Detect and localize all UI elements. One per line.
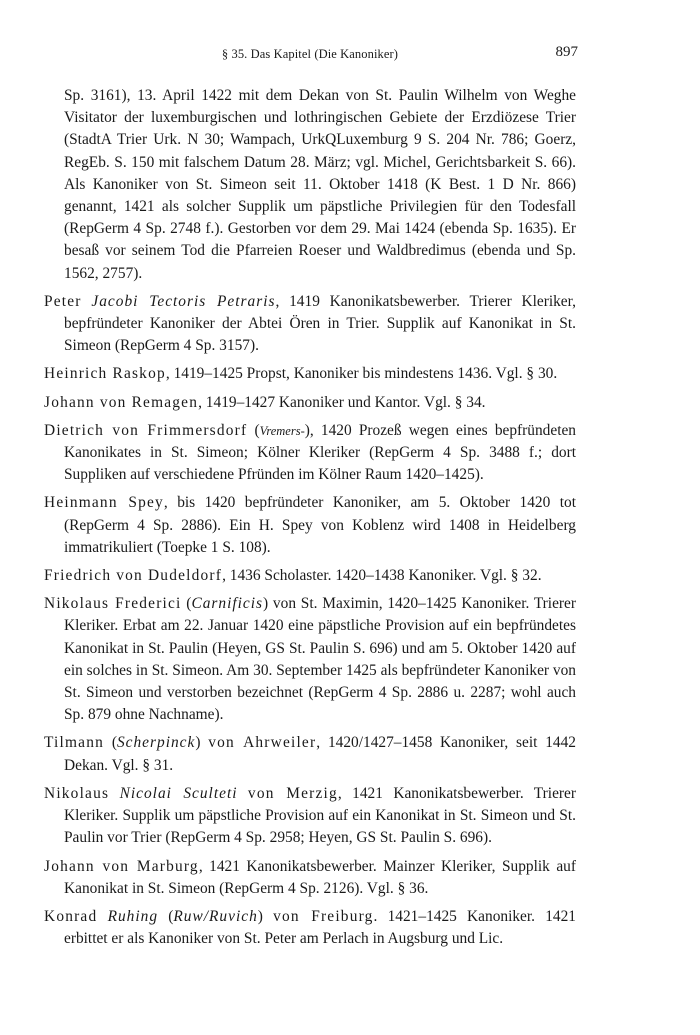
entry-name: Nikolaus Frederici [44,595,182,613]
entry-text: Sp. 3161), 13. April 1422 mit dem Dekan von St. Paulin Wilhelm von Weghe Visitator der luxemburgischen und lothringischen Gebiete der Erzdiözese Trier (StadtA Trier Urk. N 30; Wampach, UrkQLuxemburg 9 S. 204 Nr. 786; Goerz, RegEb. S. 150 mit falschem Datum 28. März; vgl. Michel, Gerichtsbarkeit S. 66). Als Kanoniker von St. Simeon seit 11. Oktober 1418 (K Best. 1 D Nr. 866) genannt, 1421 als solcher Supplik um päpstliche Privilegien für den Todesfall (RepGerm 4 Sp. 2748 f.). Gestorben vor dem 29. Mai 1424 (ebenda Sp. 1635). Er besaß vor seinem Tod die Pfarreien Roeser und Waldbredimus (ebenda und Sp. 1562, 2757). [64,87,576,282]
entry-text: . 1421–1425 Kanoniker. 1421 erbittet er als Kanoniker von St. Peter am Perlach in Augsburg und Lic. [64,907,576,948]
entry-text [238,785,248,802]
entry-emphasis: Scherpinck [116,734,196,752]
page-body [44,85,576,950]
entry-text: ( [158,907,174,925]
entry-name: Konrad [44,907,98,925]
entry-dietrich-frimmersdorf [44,420,576,487]
entry-text: ( [181,595,192,613]
entry-text: , 1436 Scholaster. 1420–1438 Kanoniker. Vgl. § 32. [222,567,542,585]
entry-name: Tilmann [44,734,105,752]
entry-emphasis: Vremers- [259,423,305,438]
entry-name: Nikolaus [44,784,110,802]
entry-text: , 1419 Kanonikatsbewerber. Trierer Kleriker, bepfründeter Kanoniker der Abtei Ören in Trier. Supplik auf Kanonikat in St. Simeon (RepGerm 4 Sp. 3157). [64,292,576,355]
entry-text: ) [195,734,209,752]
entry-text: ( [104,734,117,752]
entry-text [82,293,92,310]
page-header [44,44,576,66]
entry-tilmann-scherpinck [44,732,576,776]
entry-text: , 1419–1427 Kanoniker und Kantor. Vgl. § 34. [198,393,486,411]
entry-emphasis: Carnificis [191,595,264,613]
entry-text: , bis 1420 bepfründeter Kanoniker, am 5. Oktober 1420 tot (RepGerm 4 Sp. 2886). Ein H. Spey von Koblenz wird 1408 in Heidelberg immatrikuliert (Toepke 1 S. 108). [64,494,576,556]
entry-name: Heinrich Raskop [44,365,166,383]
entry-name: Dietrich von Frimmersdorf [44,421,248,439]
entry-emphasis: Ruhing [107,907,159,925]
entry-name: von Freiburg [273,907,374,925]
entry-text: ) [257,907,274,925]
entry-nikolaus-nicolai [44,783,576,850]
entry-text [109,785,119,802]
entry-emphasis: Nicolai Sculteti [119,784,238,802]
entry-nikolaus-frederici [44,593,576,726]
entry-emphasis: Ruw/Ruvich [173,907,258,925]
entry-text: , 1421 Kanonikatsbewerber. Mainzer Kleriker, Supplik auf Kanonikat in St. Simeon (RepGerm 4 Sp. 2126). Vgl. § 36. [64,857,576,897]
entry-emphasis: Jacobi Tectoris Petraris [91,292,276,310]
entry-text [97,908,107,925]
entry-text: ( [247,421,260,439]
entry-johann-remagen [44,392,576,414]
entry-heinrich-raskop [44,363,576,385]
entry-text: , 1419–1425 Propst, Kanoniker bis mindestens 1436. Vgl. § 30. [165,365,558,383]
entry-name: Johann von Marburg [44,857,199,875]
entry-friedrich-dudeldorf [44,565,576,587]
entry-text: ) von St. Maximin, 1420–1425 Kanoniker. Trierer Kleriker. Erbat am 22. Januar 1420 eine päpstliche Provision auf ein bepfründetes Kanonikat in St. Paulin (Heyen, GS St. Paulin S. 696) und am 5. Oktober 1420 auf ein solches in St. Simeon. Am 30. September 1425 als bepfründeter Kanoniker von St. Simeon und verstorben bezeichnet (RepGerm 4 Sp. 2886 u. 2287; wohl auch Sp. 879 ohne Nachname). [64,595,576,724]
entry-text: ), 1420 Prozeß wegen eines bepfründeten Kanonikates in St. Simeon; Kölner Kleriker (RepGerm 4 Sp. 3488 f.; dort Suppliken auf verschiedene Pfründen im Kölner Raum 1420–1425). [64,421,577,484]
entry-peter-jacobi [44,291,576,358]
entry-name: von Merzig [247,784,338,802]
page-number: 897 [555,44,578,60]
entry-johann-marburg [44,856,576,900]
entry-text: , 1420/1427–1458 Kanoniker, seit 1442 Dekan. Vgl. § 31. [64,734,576,774]
entry-text: , 1421 Kanonikatsbewerber. Trierer Kleriker. Supplik um päpstliche Provision auf ein Kanonikat in St. Simeon und St. Paulin vor Trier (RepGerm 4 Sp. 2958; Heyen, GS St. Paulin S. 696). [64,784,576,847]
running-head: § 35. Das Kapitel (Die Kanoniker) [221,47,399,61]
entry-heinmann-spey [44,492,576,559]
entry-continuation [44,85,576,285]
entry-konrad-ruhing [44,906,576,950]
entry-name: Heinmann Spey [44,494,164,512]
entry-name: Peter [44,292,82,310]
entry-name: Friedrich von Dudeldorf [44,567,223,585]
entry-name: von Ahrweiler [208,734,317,752]
entry-name: Johann von Remagen [44,393,199,411]
